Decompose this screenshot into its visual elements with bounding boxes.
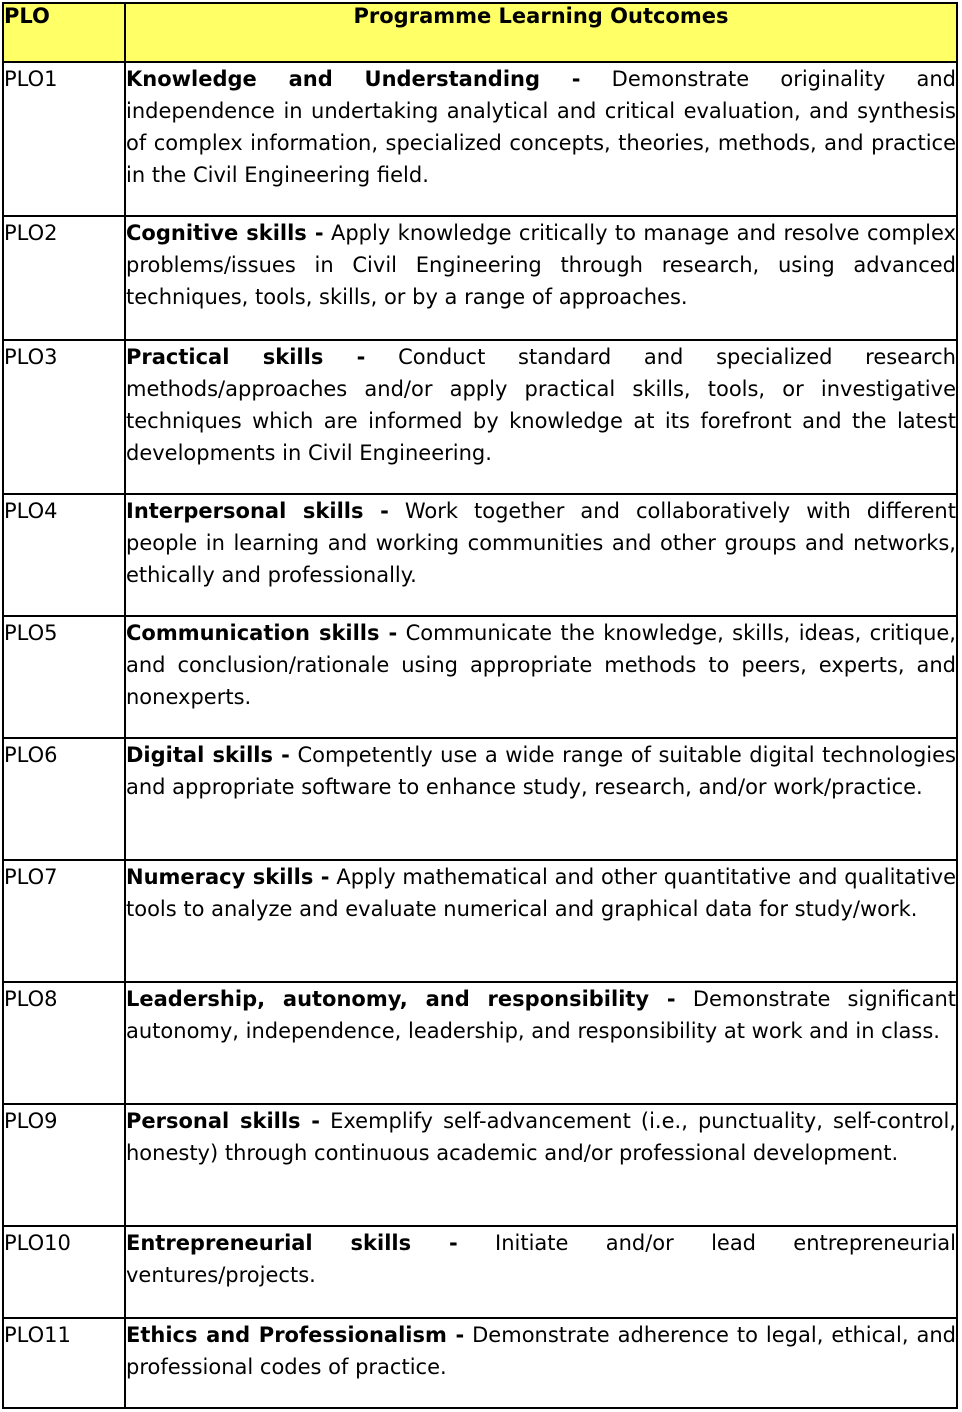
plo-table bbox=[2, 2, 958, 1409]
plo-title: Leadership, autonomy, and responsibility - bbox=[126, 987, 676, 1011]
plo-code: PLO5 bbox=[3, 616, 125, 738]
table-row bbox=[3, 340, 957, 494]
plo-text: Initiate and/or lead entrepreneurial ventures/projects. bbox=[126, 1231, 956, 1287]
plo-description bbox=[125, 738, 957, 860]
plo-code: PLO1 bbox=[3, 62, 125, 216]
plo-text: Work together and collaboratively with different people in learning and working communities and other groups and networks, ethically and professionally. bbox=[126, 499, 956, 587]
table-row bbox=[3, 62, 957, 216]
plo-title: Communication skills - bbox=[126, 621, 398, 645]
plo-text: Demonstrate adherence to legal, ethical, and professional codes of practice. bbox=[126, 1323, 956, 1379]
plo-description bbox=[125, 1318, 957, 1408]
table-row bbox=[3, 216, 957, 340]
plo-description bbox=[125, 62, 957, 216]
plo-title: Practical skills - bbox=[126, 345, 366, 369]
table-row bbox=[3, 494, 957, 616]
plo-code: PLO10 bbox=[3, 1226, 125, 1318]
plo-description bbox=[125, 616, 957, 738]
plo-description bbox=[125, 340, 957, 494]
plo-description bbox=[125, 494, 957, 616]
plo-text: Apply mathematical and other quantitative and qualitative tools to analyze and evaluate numerical and graphical data for study/work. bbox=[126, 865, 956, 921]
table-row bbox=[3, 860, 957, 982]
plo-description bbox=[125, 860, 957, 982]
table-row bbox=[3, 1226, 957, 1318]
plo-text: Exemplify self-advancement (i.e., punctuality, self-control, honesty) through continuous academic and/or professional development. bbox=[126, 1109, 956, 1165]
plo-code: PLO4 bbox=[3, 494, 125, 616]
plo-title: Numeracy skills - bbox=[126, 865, 330, 889]
plo-text: Conduct standard and specialized research methods/approaches and/or apply practical skills, tools, or investigative techniques which are informed by knowledge at its forefront and the latest developments in Civil Engineering. bbox=[126, 345, 956, 465]
table-row bbox=[3, 738, 957, 860]
plo-text: Communicate the knowledge, skills, ideas, critique, and conclusion/rationale using appropriate methods to peers, experts, and nonexperts. bbox=[126, 621, 956, 709]
plo-title: Ethics and Professionalism - bbox=[126, 1323, 465, 1347]
plo-title: Knowledge and Understanding - bbox=[126, 67, 581, 91]
table-header-row bbox=[3, 3, 957, 62]
plo-title: Digital skills - bbox=[126, 743, 290, 767]
plo-text: Demonstrate significant autonomy, independence, leadership, and responsibility at work and in class. bbox=[126, 987, 956, 1043]
plo-code: PLO8 bbox=[3, 982, 125, 1104]
plo-description bbox=[125, 1104, 957, 1226]
plo-title: Personal skills - bbox=[126, 1109, 320, 1133]
table-row bbox=[3, 616, 957, 738]
plo-title: Interpersonal skills - bbox=[126, 499, 389, 523]
plo-description bbox=[125, 216, 957, 340]
table-row bbox=[3, 1318, 957, 1408]
plo-code: PLO6 bbox=[3, 738, 125, 860]
plo-text: Apply knowledge critically to manage and resolve complex problems/issues in Civil Engineering through research, using advanced techniques, tools, skills, or by a range of approaches. bbox=[126, 221, 956, 309]
plo-code: PLO9 bbox=[3, 1104, 125, 1226]
plo-code: PLO7 bbox=[3, 860, 125, 982]
table-row bbox=[3, 1104, 957, 1226]
plo-code: PLO3 bbox=[3, 340, 125, 494]
plo-text: Competently use a wide range of suitable digital technologies and appropriate software to enhance study, research, and/or work/practice. bbox=[126, 743, 956, 799]
plo-description bbox=[125, 982, 957, 1104]
plo-code: PLO2 bbox=[3, 216, 125, 340]
header-outcomes: Programme Learning Outcomes bbox=[125, 3, 957, 62]
plo-text: Demonstrate originality and independence in undertaking analytical and critical evaluation, and synthesis of complex information, specialized concepts, theories, methods, and practice in the Civil Engineering field. bbox=[126, 67, 956, 187]
plo-title: Entrepreneurial skills - bbox=[126, 1231, 458, 1255]
plo-code: PLO11 bbox=[3, 1318, 125, 1408]
table-row bbox=[3, 982, 957, 1104]
header-plo: PLO bbox=[3, 3, 125, 62]
plo-title: Cognitive skills - bbox=[126, 221, 324, 245]
plo-description bbox=[125, 1226, 957, 1318]
